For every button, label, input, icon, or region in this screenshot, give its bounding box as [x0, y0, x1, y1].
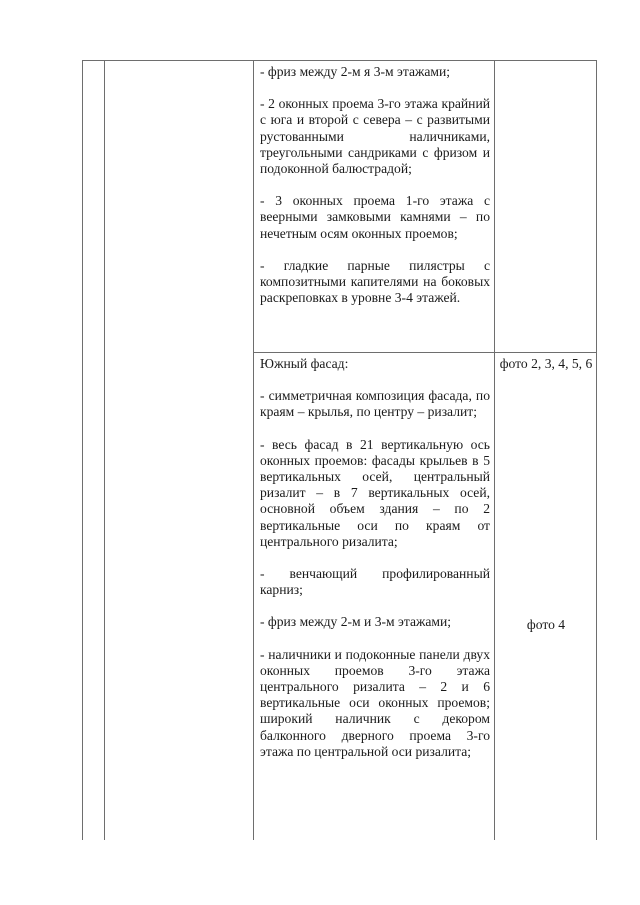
table-border-top	[82, 60, 597, 61]
column-divider-2	[253, 60, 254, 840]
description-item: - 3 оконных проема 1-го этажа с вееpными замковыми камнями – по нечетным осям оконных проемов;	[260, 193, 490, 241]
description-item: - симметричная композиция фасада, по краям – крылья, по центру – ризалит;	[260, 388, 490, 420]
description-item: - венчающий профилированный карниз;	[260, 566, 490, 598]
description-item: - фриз между 2-м и 3-м этажами;	[260, 614, 452, 630]
description-item: - гладкие парные пилястры с композитными капителями на боковых раскреповках в уровне 3-4 этажей.	[260, 257, 490, 306]
photo-reference: фото 2, 3, 4, 5, 6	[499, 356, 593, 371]
section-heading: Южный фасад:	[260, 356, 349, 371]
description-item: - наличники и подоконные панели двух оконных проемов 3-го этажа центрального ризалита – 2 и 6 вертикальные оси оконных проемов; широкий наличник с декором балконного дверного проема 3-го этажа по центральной оси ризалита;	[260, 646, 490, 759]
row-1-description	[260, 64, 490, 306]
photo-reference: фото 4	[526, 617, 566, 632]
table-border-left	[82, 60, 83, 840]
table-border-right	[596, 60, 597, 840]
description-item: - весь фасад в 21 вертикальную ось оконных проемов: фасады крыльев в 5 вертикальных осей, центральный ризалит – в 7 вертикальных осей, основной объем здания – по 2 вертикальные оси по краям от центрального ризалита;	[260, 436, 490, 549]
row-2-description	[260, 356, 490, 760]
description-item: - фриз между 2-м я 3-м этажами;	[260, 64, 451, 79]
row-divider	[253, 352, 597, 353]
column-divider-1	[104, 60, 105, 840]
description-item: - 2 оконных проема 3-го этажа крайний с юга и второй с севера – с развитыми рустованными наличниками, треугольными сандриками с фризом и подоконной балюстрадой;	[260, 96, 490, 177]
column-divider-3	[494, 60, 495, 840]
